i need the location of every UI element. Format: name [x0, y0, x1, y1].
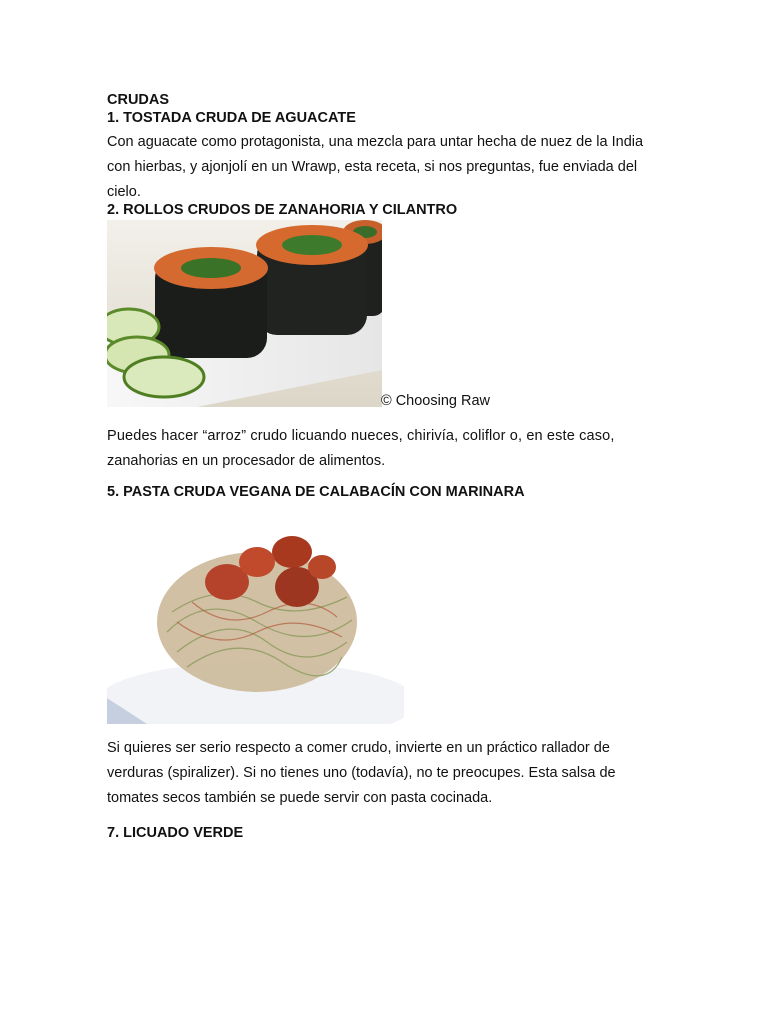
- photo-credit: © Choosing Raw: [381, 393, 491, 409]
- recipe-1-title: 1. TOSTADA CRUDA DE AGUACATE: [107, 110, 356, 126]
- carrot-cilantro-rolls-photo: [107, 220, 382, 407]
- zucchini-pasta-photo: [107, 502, 404, 724]
- recipe-5-title: 5. PASTA CRUDA VEGANA DE CALABACÍN CON MARINARA: [107, 484, 525, 500]
- section-title: CRUDAS: [107, 92, 170, 108]
- recipe-7-title: 7. LICUADO VERDE: [107, 825, 244, 841]
- recipe-2-title: 2. ROLLOS CRUDOS DE ZANAHORIA Y CILANTRO: [107, 202, 458, 218]
- recipe-1-description: Con aguacate como protagonista, una mezcla para untar hecha de nuez de la India con hierbas, y ajonjolí en un Wrawp, esta receta, si nos preguntas, fue enviada del cielo.: [107, 134, 644, 200]
- recipe-5-description: Si quieres ser serio respecto a comer crudo, invierte en un práctico rallador de verduras (spiralizer). Si no tienes uno (todavía), no te preocupes. Esta salsa de tomates secos también se puede servir con pasta cocinada.: [107, 740, 616, 806]
- recipe-2-description-line-1: Puedes hacer “arroz” crudo licuando nueces, chirivía, coliflor o, en este caso,: [107, 428, 615, 444]
- recipe-2-description-line-2: zanahorias en un procesador de alimentos.: [107, 453, 386, 469]
